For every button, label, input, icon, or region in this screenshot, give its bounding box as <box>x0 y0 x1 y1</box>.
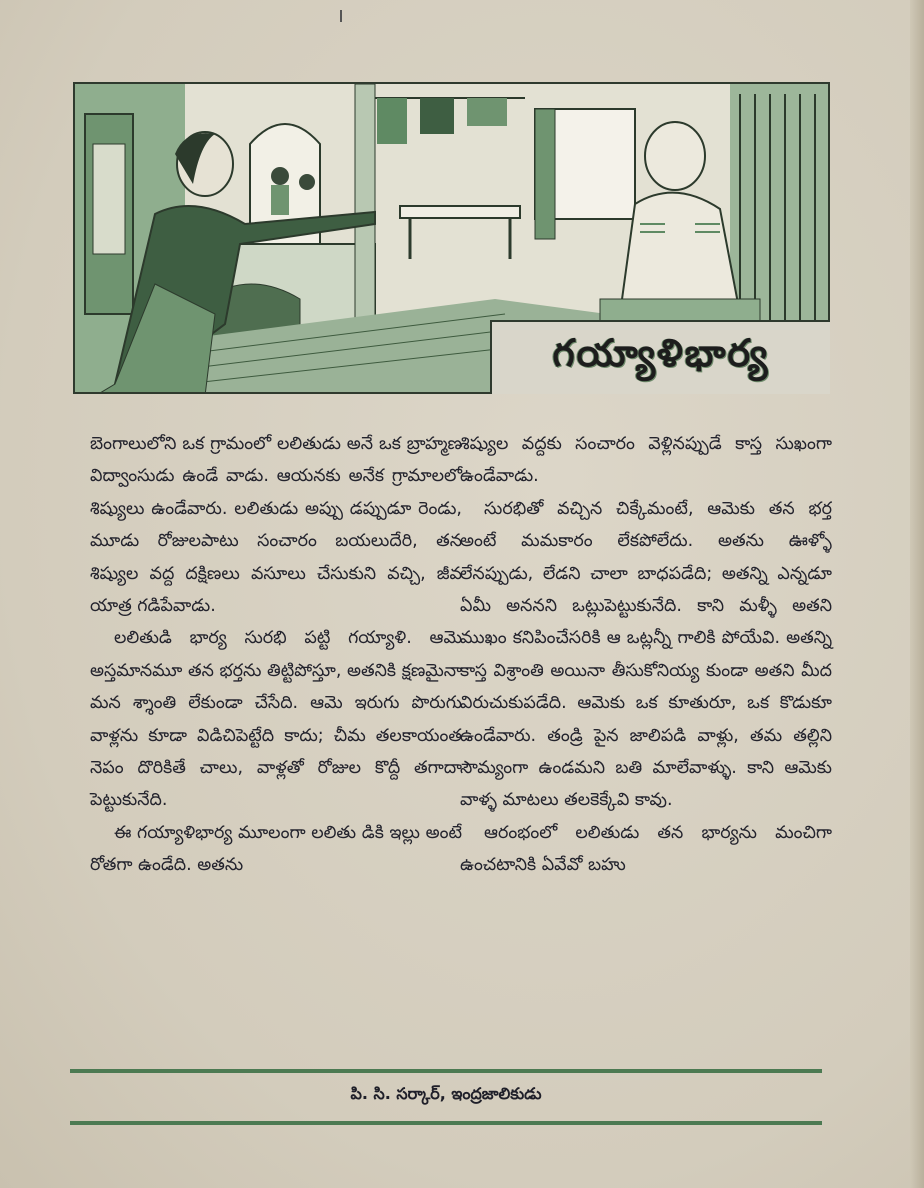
paragraph: ఆరంభంలో లలితుడు తన భార్యను మంచిగా ఉంచటానికి ఏవేవో బహు <box>460 822 832 876</box>
paragraph: శిష్యుల వద్దకు సంచారం వెళ్లినప్పుడే కాస్త సుఖంగా ఉండేవాడు. <box>460 434 832 487</box>
divider-top <box>70 1069 822 1073</box>
author-byline: పి. సి. సర్కార్, ఇంద్రజాలికుడు <box>350 1084 542 1103</box>
paragraph: ఈ గయ్యాళిభార్య మూలంగా లలితు డికి ఇల్లు అంటే రోతగా ఉండేది. అతను <box>90 822 462 876</box>
page-edge <box>910 0 924 1188</box>
story-title: గయ్యాళిభార్య <box>552 331 770 375</box>
paragraph: బెంగాలులోని ఒక గ్రామంలో లలితుడు అనే ఒక బ్రాహ్మణ విద్వాంసుడు ఉండే వాడు. ఆయనకు అనేక గ్రామాలలో శిష్యులు ఉండేవారు. లలితుడు అప్పు డప్పుడూ రెండు, మూడు రోజులపాటు సంచారం బయలుదేరి, తన శిష్యుల వద్ద దక్షిణలు వసూలు చేసుకుని వచ్చి, జీవ యాత్ర గడిపేవాడు. <box>90 434 462 617</box>
left-text-column <box>90 428 462 882</box>
right-text-column <box>460 428 832 882</box>
divider-bottom <box>70 1121 822 1125</box>
paragraph: లలితుడి భార్య సురభి పట్టి గయ్యాళి. ఆమె అస్తమానమూ తన భర్తను తిట్టిపోస్తూ, అతనికి క్షణమైనా మన శ్శాంతి లేకుండా చేసేది. ఆమె ఇరుగు పొరుగు వాళ్లను కూడా విడిచిపెట్టేది కాదు; చీమ తలకాయంత నెపం దొరికితే చాలు, వాళ్లతో రోజుల కొద్దీ తగాదా పెట్టుకునేది. <box>90 628 462 811</box>
print-mark <box>340 10 342 22</box>
paragraph: సురభితో వచ్చిన చిక్కేమంటే, ఆమెకు తన భర్త అంటే మమకారం లేకపోలేదు. అతను ఊళ్ళో లేనప్పుడు, లేడని చాలా బాధపడేది; అతన్ని ఎన్నడూ ఏమీ అననని ఒట్లుపెట్టుకునేది. కాని మళ్ళీ అతని ముఖం కనిపించేసరికి ఆ ఒట్లన్నీ గాలికి పోయేవి. అతన్ని కాస్త విశ్రాంతి అయినా తీసుకోనియ్య కుండా అతని మీద విరుచుకుపడేది. ఆమెకు ఒక కూతురూ, ఒక కొడుకూ ఉండేవారు. తండ్రి పైన జాలిపడి వాళ్లు, తమ తల్లిని సౌమ్యంగా ఉండమని బతి మాలేవాళ్ళు. కాని ఆమెకు వాళ్ళ మాటలు తలకెక్కేవి కావు. <box>460 498 832 811</box>
story-title-panel <box>490 320 830 394</box>
